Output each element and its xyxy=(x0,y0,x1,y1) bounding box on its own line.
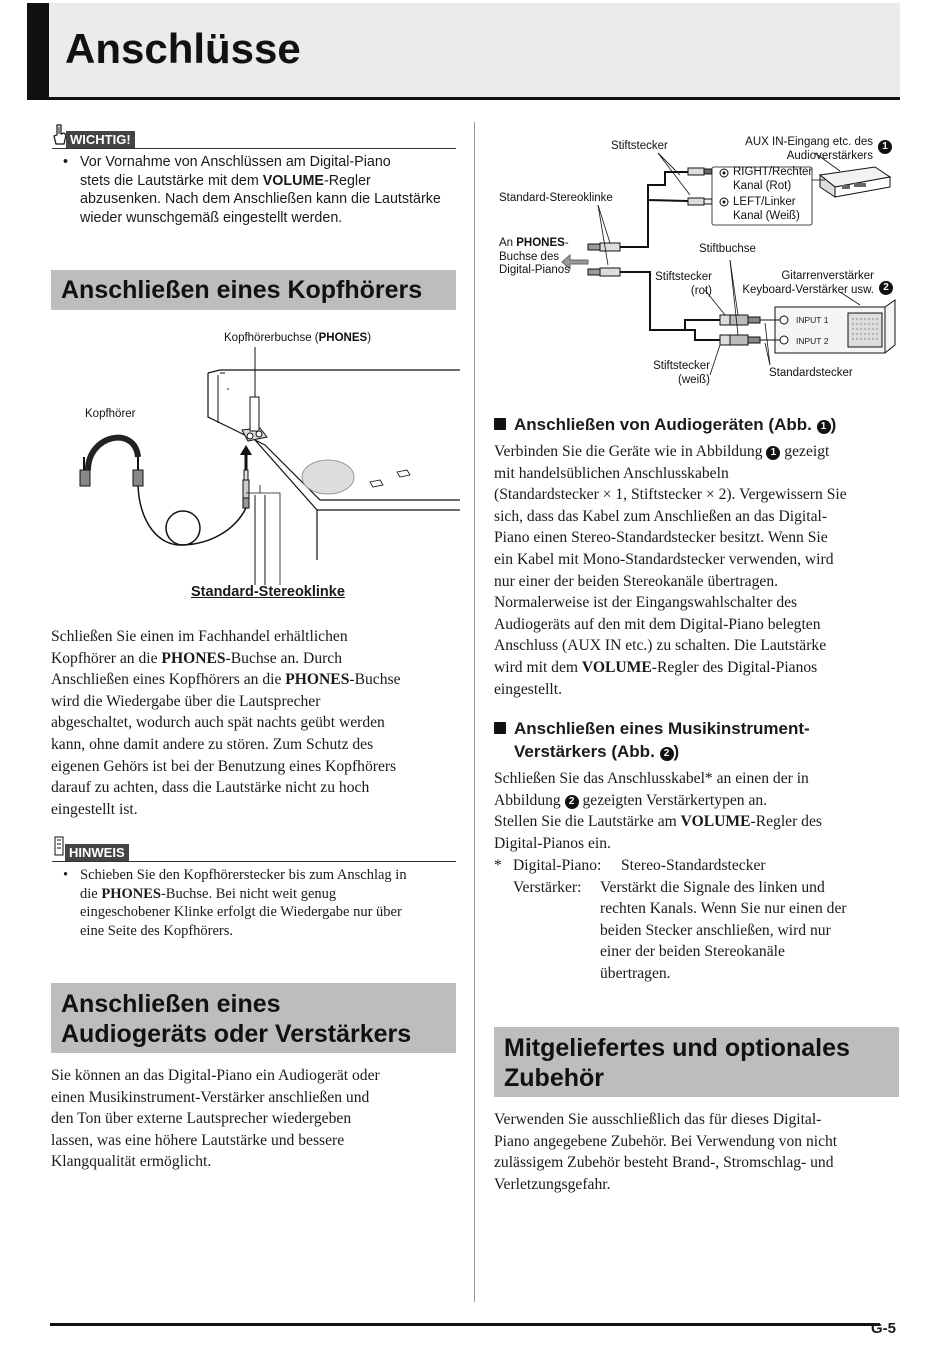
accessories-paragraph: Verwenden Sie ausschließlich das für dieses Digital- Piano angegebene Zubehör. Bei Verwendung von nicht zulässigem Zubehör besteht Brand-, Stromschlag- und Verletzungsgefahr. xyxy=(494,1111,838,1193)
page-header xyxy=(27,3,900,100)
headphones-paragraph: Schließen Sie einen im Fachhandel erhältlichen Kopfhörer an die PHONES-Buchse an. Durch Anschließen eines Kopfhörers an die PHONES-Buchse wird die Wiedergabe über die Lautsprecher abgeschaltet, wodurch auch spät nachts geübt werden kann, ohne damit andere zu stören. Zum Schutz des eigenen Gehörs ist bei der Benutzung eines Kopfhörers darauf zu achten, dass die Lautstärke nicht zu hoch eingestellt ist. xyxy=(51,628,401,818)
label-pin-plug-top: Stiftstecker xyxy=(611,140,668,152)
label-standard-plug-amp: Standardstecker xyxy=(769,367,853,379)
footer-rule xyxy=(50,1323,880,1326)
section-title-audio-amp: Anschließen eines Audiogeräts oder Verstärkers xyxy=(51,983,456,1053)
heading-audio-devices: Anschließen von Audiogeräten (Abb. 1 ) xyxy=(494,413,836,436)
hint-badge: HINWEIS xyxy=(65,844,129,862)
label-input-2: INPUT 2 xyxy=(796,336,829,346)
label-pin-plug-white: Stiftstecker (weiß) xyxy=(653,360,710,386)
hint-note xyxy=(52,861,456,940)
label-right-channel: RIGHT/Rechter Kanal (Rot) xyxy=(733,166,813,192)
label-guitar-amp: Gitarrenverstärker Keyboard-Verstärker usw. xyxy=(742,270,874,296)
page-number: G-5 xyxy=(871,1320,897,1337)
section-title-accessories: Mitgeliefertes und optionales Zubehör xyxy=(494,1027,899,1097)
section-title-headphones: Anschließen eines Kopfhörers xyxy=(51,270,456,310)
label-standard-plug: Standard-Stereoklinke xyxy=(191,584,345,600)
hint-icon xyxy=(52,835,66,862)
column-divider xyxy=(474,122,475,1302)
important-note xyxy=(52,148,456,227)
important-text: • Vor Vornahme von Anschlüssen am Digital-Piano stets die Lautstärke mit dem VOLUME-Regler abzusenken. Nach dem Anschließen kann die Lautstärke wieder wunschgemäß eingestellt werden. xyxy=(52,153,456,227)
figure-number-1: 1 xyxy=(878,137,892,155)
important-badge: WICHTIG! xyxy=(66,131,135,149)
heading-instrument-amp: Anschließen eines Musikinstrument- Verstärkers (Abb. 2 ) xyxy=(494,717,810,763)
audio-amp-paragraph: Sie können an das Digital-Piano ein Audiogerät oder einen Musikinstrument-Verstärker anschließen und den Ton über externe Lautsprecher wiedergeben lassen, was eine höhere Lautstärke und bessere Klangqualität ermöglicht. xyxy=(51,1067,380,1171)
label-headphones: Kopfhörer xyxy=(85,408,136,420)
label-aux-in: AUX IN-Eingang etc. des Audioverstärkers xyxy=(745,136,873,162)
headphone-illustration xyxy=(60,345,460,585)
label-to-phones-jack: An PHONES- Buchse des Digital-Pianos xyxy=(499,237,570,276)
page-title: Anschlüsse xyxy=(65,25,301,72)
label-phones-jack: Kopfhörerbuchse (PHONES) xyxy=(224,332,372,344)
hint-text: • Schieben Sie den Kopfhörerstecker bis zum Anschlag in die PHONES-Buchse. Bei nicht weit genug eingeschobener Klinke erfolgt die Wiedergabe nur über eine Seite des Kopfhörers. xyxy=(52,866,456,940)
instrument-amp-paragraph: Schließen Sie das Anschlusskabel* an einen der in Abbildung 2 gezeigten Verstärkertypen an. Stellen Sie die Lautstärke am VOLUME-Regler des Digital-Pianos ein. xyxy=(494,770,822,852)
audio-devices-paragraph: Verbinden Sie die Geräte wie in Abbildung 1 gezeigt mit handelsüblichen Anschlusskabeln (Standardstecker × 1, Stiftstecker × 2). Vergewissern Sie sich, dass das Kabel zum Anschließen an das Digital- Piano einen Stereo-Standardstecker besitzt. Wenn Sie ein Kabel mit Mono-Standardstecker verwenden, wird nur einer der beiden Stereokanäle übertragen. Normalerweise ist der Eingangswahlschalter des Audiogeräts auf den mit dem Digital-Piano belegten Anschluss (AUX IN etc.) zu schalten. Die Lautstärke wird mit dem VOLUME-Regler des Digital-Pianos eingestellt. xyxy=(494,443,847,698)
instrument-amp-footnote: * Digital-Piano: Stereo-Standardstecker Verstärker: Verstärkt die Signale des linken und rechten Kanals. Wenn Sie nur einen der beiden Stecker anschließen, wird nur einer der beiden Stereokanäle übertragen. xyxy=(494,857,847,982)
figure-number-2: 2 xyxy=(879,278,893,296)
label-pin-plug-red: Stiftstecker (rot) xyxy=(655,271,712,297)
label-standard-stereo-diagram: Standard-Stereoklinke xyxy=(499,192,613,204)
label-pin-jack: Stiftbuchse xyxy=(699,243,756,255)
label-input-1: INPUT 1 xyxy=(796,315,829,325)
label-left-channel: LEFT/Linker Kanal (Weiß) xyxy=(733,196,800,222)
header-bar xyxy=(27,3,49,97)
